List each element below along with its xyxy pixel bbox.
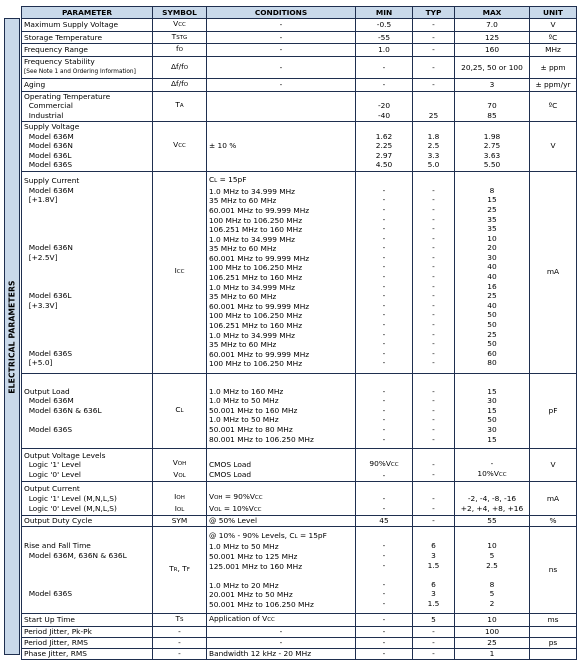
table-row [22, 637, 577, 648]
cell-unit [530, 648, 577, 659]
cell-min: - [356, 78, 413, 91]
cell-conditions: Application of VCC [207, 614, 356, 627]
cell-typ: 6 3 1.5 6 3 1.5 [413, 527, 455, 614]
cell-parameter: Operating Temperature Commercial Industrial [22, 91, 153, 121]
cell-typ: - - - - - - [413, 373, 455, 448]
cell-typ: - [413, 19, 455, 32]
cell-unit: ± ppm [530, 56, 577, 78]
cell-symbol: TS [153, 614, 207, 627]
cell-unit: ms [530, 614, 577, 627]
cell-unit: % [530, 516, 577, 527]
header-max: MAX [455, 7, 530, 19]
cell-max: 20,25, 50 or 100 [455, 56, 530, 78]
table-row [22, 648, 577, 659]
cell-symbol: TSTG [153, 31, 207, 44]
cell-typ: - [413, 56, 455, 78]
header-symbol: SYMBOL [153, 7, 207, 19]
cell-symbol: VCC [153, 19, 207, 32]
cell-parameter: Output Load Model 636M Model 636N & 636L Model 636S [22, 373, 153, 448]
cell-max: 160 [455, 44, 530, 57]
cell-conditions: - [207, 44, 356, 57]
header-row [22, 7, 577, 19]
cell-conditions: ± 10 % [207, 121, 356, 171]
cell-max: - 10%VCC [455, 448, 530, 482]
cell-parameter: Output Current Logic '1' Level (M,N,L,S) Logic '0' Level (M,N,L,S) [22, 482, 153, 516]
cell-unit: V [530, 448, 577, 482]
cell-unit [530, 626, 577, 637]
cell-max: 1 [455, 648, 530, 659]
cell-conditions: - [207, 78, 356, 91]
cell-unit: ± ppm/yr [530, 78, 577, 91]
cell-max: 10 [455, 614, 530, 627]
cell-symbol: - [153, 637, 207, 648]
cell-min: - [356, 626, 413, 637]
cell-symbol: fO [153, 44, 207, 57]
cell-conditions: - [207, 31, 356, 44]
cell-min: -20 -40 [356, 91, 413, 121]
cell-max: -2, -4, -8, -16 +2, +4, +8, +16 [455, 482, 530, 516]
cell-symbol: CL [153, 373, 207, 448]
cell-min: 45 [356, 516, 413, 527]
cell-conditions: Bandwidth 12 kHz - 20 MHz [207, 648, 356, 659]
cell-parameter: Maximum Supply Voltage [22, 19, 153, 32]
table-body [22, 19, 577, 660]
cell-parameter: Rise and Fall Time Model 636M, 636N & 636L Model 636S [22, 527, 153, 614]
cell-symbol: VOH VOL [153, 448, 207, 482]
cell-conditions [207, 91, 356, 121]
table-row [22, 448, 577, 482]
cell-parameter: Phase Jitter, RMS [22, 648, 153, 659]
cell-max: 7.0 [455, 19, 530, 32]
cell-parameter: Aging [22, 78, 153, 91]
cell-typ: - [413, 44, 455, 57]
cell-symbol: - [153, 626, 207, 637]
cell-parameter: Start Up Time [22, 614, 153, 627]
cell-symbol: Δf/fO [153, 56, 207, 78]
cell-conditions: - [207, 637, 356, 648]
cell-symbol: - [153, 648, 207, 659]
cell-min: 1.0 [356, 44, 413, 57]
cell-max: 8 15 25 35 35 10 20 30 40 40 16 25 40 50 50 25 50 60 80 [455, 171, 530, 373]
header-conditions: CONDITIONS [207, 7, 356, 19]
header-unit: UNIT [530, 7, 577, 19]
cell-parameter: Supply Current Model 636M [+1.8V] Model 636N [+2.5V] Model 636L [+3.3V] Model 636S [+5.0] [22, 171, 153, 373]
cell-max: 1.98 2.75 3.63 5.50 [455, 121, 530, 171]
cell-symbol: ICC [153, 171, 207, 373]
cell-unit: mA [530, 482, 577, 516]
table-row [22, 373, 577, 448]
table-row [22, 516, 577, 527]
table-row [22, 31, 577, 44]
cell-conditions: - [207, 19, 356, 32]
table-row [22, 527, 577, 614]
cell-typ: - [413, 516, 455, 527]
cell-conditions: CL = 15pF 1.0 MHz to 34.999 MHz 35 MHz to 60 MHz 60.001 MHz to 99.999 MHz 100 MHz to 106.250 MHz 106.251 MHz to 160 MHz 1.0 MHz to 34.999 MHz 35 MHz to 60 MHz 60.001 MHz to 99.999 MHz 100 MHz to 106.250 MHz 106.251 MHz to 160 MHz 1.0 MHz to 34.999 MHz 35 MHz to 60 MHz 60.001 MHz to 99.999 MHz 100 MHz to 106.250 MHz 106.251 MHz to 160 MHz 1.0 MHz to 34.999 MHz 35 MHz to 60 MHz 60.001 MHz to 99.999 MHz 100 MHz to 106.250 MHz [207, 171, 356, 373]
cell-typ: - [413, 648, 455, 659]
cell-typ: - [413, 626, 455, 637]
side-label: ELECTRICAL PARAMETERS [7, 279, 17, 394]
cell-min: 90%VCC - [356, 448, 413, 482]
cell-typ: - [413, 637, 455, 648]
cell-min: - - [356, 482, 413, 516]
table-row [22, 44, 577, 57]
cell-min: - [356, 56, 413, 78]
cell-max: 100 [455, 626, 530, 637]
cell-min: - - - - - - - - - - - - - - - - - - - [356, 171, 413, 373]
cell-min: - - - - - - [356, 527, 413, 614]
cell-min: - [356, 648, 413, 659]
header-parameter: PARAMETER [22, 7, 153, 19]
cell-conditions: - [207, 626, 356, 637]
cell-parameter: Period Jitter, RMS [22, 637, 153, 648]
cell-unit: ºC [530, 91, 577, 121]
cell-typ: - - [413, 482, 455, 516]
table-row [22, 78, 577, 91]
side-label-bar [4, 18, 20, 655]
cell-max: 10 5 2.5 8 5 2 [455, 527, 530, 614]
cell-conditions: @ 50% Level [207, 516, 356, 527]
cell-typ: 1.8 2.5 3.3 5.0 [413, 121, 455, 171]
table-row [22, 121, 577, 171]
table-row [22, 91, 577, 121]
cell-parameter: Output Duty Cycle [22, 516, 153, 527]
cell-min: 1.62 2.25 2.97 4.50 [356, 121, 413, 171]
cell-typ: - - [413, 448, 455, 482]
cell-parameter: Storage Temperature [22, 31, 153, 44]
cell-typ: - [413, 78, 455, 91]
cell-symbol: TA [153, 91, 207, 121]
header-min: MIN [356, 7, 413, 19]
cell-unit: V [530, 121, 577, 171]
cell-parameter: Frequency Range [22, 44, 153, 57]
cell-unit: ns [530, 527, 577, 614]
cell-max: 125 [455, 31, 530, 44]
cell-conditions: CMOS Load CMOS Load [207, 448, 356, 482]
cell-max: 70 85 [455, 91, 530, 121]
cell-symbol: VCC [153, 121, 207, 171]
cell-max: 25 [455, 637, 530, 648]
electrical-parameters-table [21, 6, 577, 660]
cell-parameter: Period Jitter, Pk-Pk [22, 626, 153, 637]
cell-min: -0.5 [356, 19, 413, 32]
cell-parameter: Frequency Stability [See Note 1 and Ordering Information] [22, 56, 153, 78]
cell-max: 15 30 15 50 30 15 [455, 373, 530, 448]
cell-symbol: SYM [153, 516, 207, 527]
cell-parameter: Output Voltage Levels Logic '1' Level Logic '0' Level [22, 448, 153, 482]
cell-min: -55 [356, 31, 413, 44]
cell-typ: 25 [413, 91, 455, 121]
cell-conditions: - [207, 56, 356, 78]
table-row [22, 614, 577, 627]
cell-typ: 5 [413, 614, 455, 627]
cell-unit: ºC [530, 31, 577, 44]
cell-unit: pF [530, 373, 577, 448]
cell-unit: MHz [530, 44, 577, 57]
table-row [22, 19, 577, 32]
cell-typ: - - - - - - - - - - - - - - - - - - - [413, 171, 455, 373]
cell-min: - [356, 614, 413, 627]
table-row [22, 171, 577, 373]
cell-unit: mA [530, 171, 577, 373]
cell-symbol: Δf/fO [153, 78, 207, 91]
cell-min: - [356, 637, 413, 648]
table-row [22, 482, 577, 516]
cell-symbol: IOH IOL [153, 482, 207, 516]
cell-min: - - - - - - [356, 373, 413, 448]
cell-conditions: VOH = 90%VCC VOL = 10%VCC [207, 482, 356, 516]
header-typ: TYP [413, 7, 455, 19]
cell-unit: ps [530, 637, 577, 648]
cell-max: 3 [455, 78, 530, 91]
cell-conditions: 1.0 MHz to 160 MHz 1.0 MHz to 50 MHz 50.001 MHz to 160 MHz 1.0 MHz to 50 MHz 50.001 MHz to 80 MHz 80.001 MHz to 106.250 MHz [207, 373, 356, 448]
table-row [22, 626, 577, 637]
cell-symbol: TR, TF [153, 527, 207, 614]
cell-parameter: Supply Voltage Model 636M Model 636N Model 636L Model 636S [22, 121, 153, 171]
table-row [22, 56, 577, 78]
cell-conditions: @ 10% - 90% Levels, CL = 15pF 1.0 MHz to 50 MHz 50.001 MHz to 125 MHz 125.001 MHz to 160 MHz 1.0 MHz to 20 MHz 20.001 MHz to 50 MHz 50.001 MHz to 106.250 MHz [207, 527, 356, 614]
cell-typ: - [413, 31, 455, 44]
cell-unit: V [530, 19, 577, 32]
cell-max: 55 [455, 516, 530, 527]
